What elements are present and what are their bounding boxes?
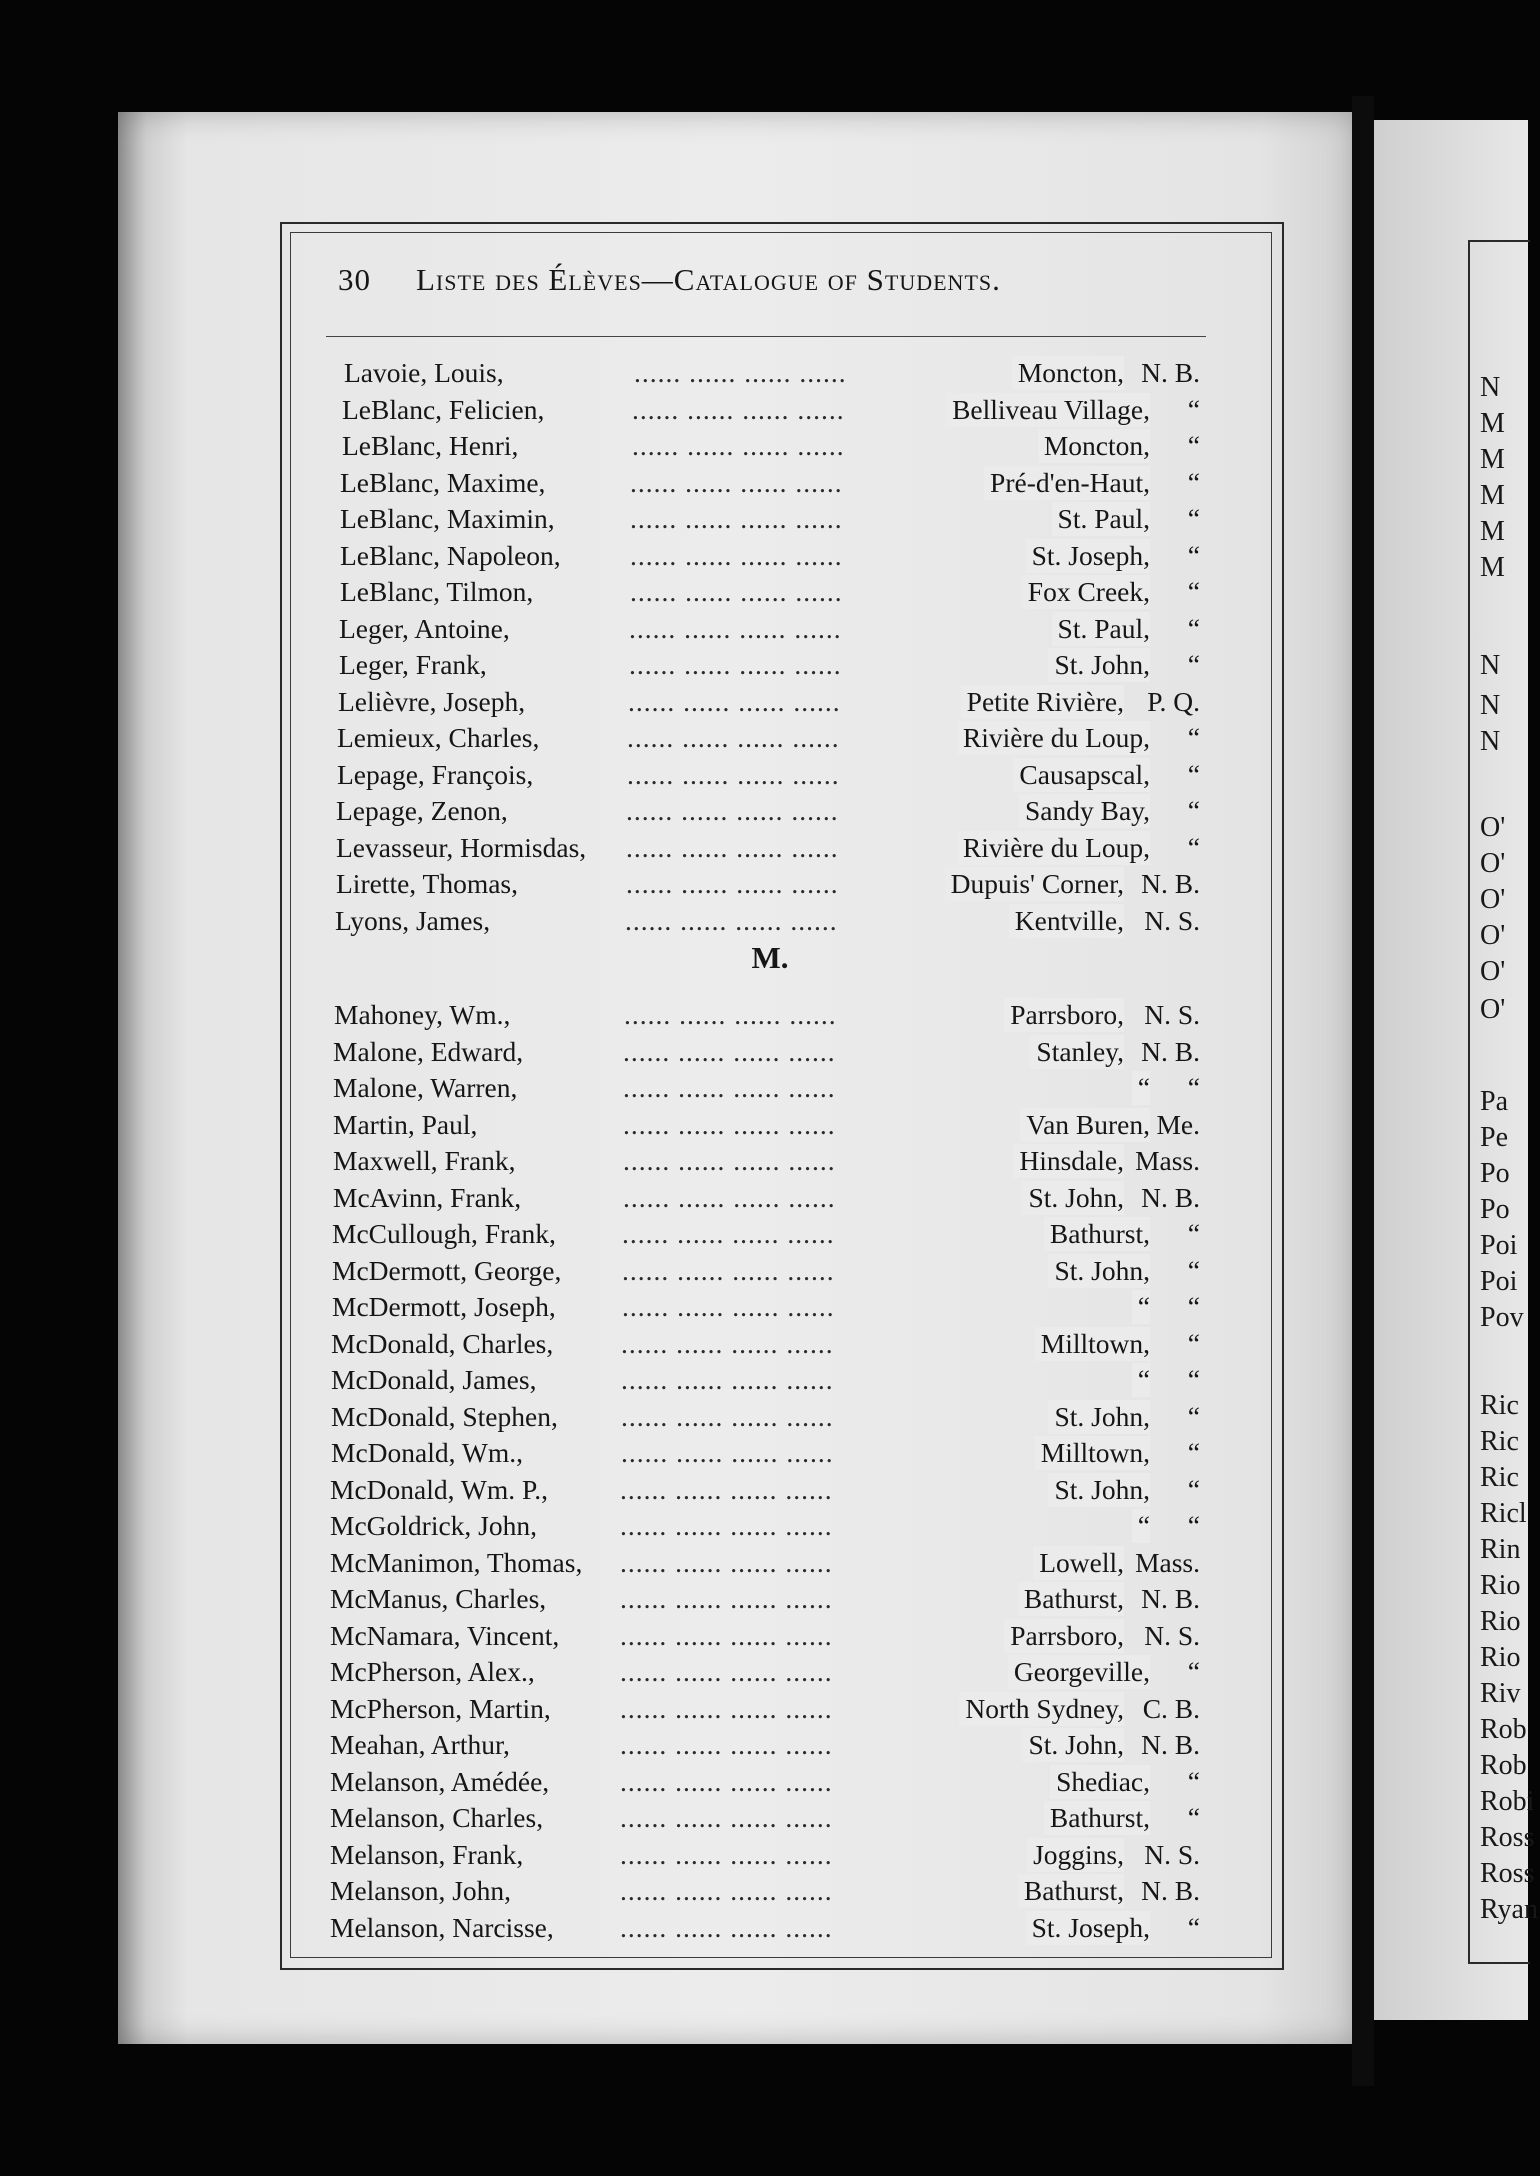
list-item [339,612,1200,646]
facing-page-text: Poi [1480,1266,1518,1297]
facing-page-text: Rio [1480,1642,1521,1673]
province: N. B. [1141,1583,1200,1614]
leader-dots: ...... ...... ...... ...... [628,685,841,717]
facing-page-text: Robi [1480,1786,1535,1817]
list-item [338,685,1200,719]
province: N. B. [1141,868,1200,899]
province: “ [1187,393,1200,425]
list-item [330,1582,1200,1616]
hometown: Causapscal, [1013,758,1150,792]
province: N. B. [1141,1875,1200,1906]
province: “ [1187,1802,1200,1833]
facing-page-text: Rio [1480,1570,1521,1601]
facing-page-text: Ross [1480,1822,1535,1853]
hometown: Fox Creek, [1022,575,1150,609]
list-item [332,1217,1200,1251]
hometown: St. Paul, [1052,502,1150,536]
student-name: Lemieux, Charles, [337,722,540,753]
student-name: McDonald, Charles, [331,1327,554,1359]
leader-dots: ...... ...... ...... ...... [620,1692,833,1724]
leader-dots: ...... ...... ...... ...... [622,1291,835,1322]
hometown: St. John, [1048,648,1150,682]
facing-page-text: Rin [1480,1534,1521,1565]
leader-dots: ...... ...... ...... ...... [622,1218,835,1249]
province: “ [1187,1400,1200,1432]
hometown: St. John, [1048,1400,1150,1434]
list-item [339,648,1200,682]
leader-dots: ...... ...... ...... ...... [625,904,838,936]
list-item [333,1181,1200,1215]
list-item [330,1874,1200,1908]
student-name: McDonald, Wm. P., [330,1473,548,1505]
hometown: St. John, [1022,1728,1124,1762]
province: Mass. [1135,1546,1200,1578]
province: “ [1187,1911,1200,1943]
student-name: McDonald, Stephen, [331,1400,558,1432]
list-item [336,867,1200,901]
list-item [340,466,1200,500]
leader-dots: ...... ...... ...... ...... [626,868,839,899]
list-item [330,1765,1200,1799]
province: P. Q. [1147,685,1200,717]
student-name: Lepage, Zenon, [336,795,508,826]
hometown: Rivière du Loup, [957,721,1150,755]
province: “ [1187,722,1200,753]
leader-dots: ...... ...... ...... ...... [624,999,837,1030]
facing-page-text: N [1480,650,1501,681]
student-name: McPherson, Alex., [330,1656,535,1687]
province: “ [1187,1291,1200,1322]
leader-dots: ...... ...... ...... ...... [620,1546,833,1578]
list-item [330,1728,1200,1762]
list-item [331,1363,1200,1397]
hometown: Shediac, [1050,1765,1150,1799]
hometown: Moncton, [1012,356,1124,390]
list-item [330,1655,1200,1689]
student-name: Meahan, Arthur, [330,1729,510,1760]
province: C. B. [1142,1692,1200,1724]
facing-page-text: Rob [1480,1714,1527,1745]
leader-dots: ...... ...... ...... ...... [630,539,843,571]
leader-dots: ...... ...... ...... ...... [623,1035,836,1067]
list-item [333,1071,1200,1105]
province: N. B. [1141,1729,1200,1760]
leader-dots: ...... ...... ...... ...... [630,576,843,607]
facing-page-text: Riv [1480,1678,1521,1709]
leader-dots: ...... ...... ...... ...... [623,1145,836,1176]
list-item [337,721,1200,755]
leader-dots: ...... ...... ...... ...... [623,1072,836,1103]
student-name: Melanson, Amédée, [330,1765,550,1797]
leader-dots: ...... ...... ...... ...... [620,1765,833,1797]
student-name: Melanson, John, [330,1875,512,1906]
hometown: Parrsboro, [1004,1619,1124,1653]
hometown: Bathurst, [1018,1582,1124,1616]
province: N. S. [1144,999,1200,1030]
leader-dots: ...... ...... ...... ...... [620,1875,833,1906]
running-title: Liste des Élèves—Catalogue of Students. [416,262,1001,297]
facing-page-text: O' [1480,848,1506,879]
leader-dots: ...... ...... ...... ...... [630,503,843,534]
student-name: McPherson, Martin, [330,1692,551,1724]
student-name: McDermott, George, [332,1254,562,1286]
list-item [336,831,1200,865]
facing-page-text: O' [1480,994,1506,1025]
student-name: McDonald, James, [331,1364,537,1395]
province: “ [1187,612,1200,644]
province: “ [1187,649,1200,680]
leader-dots: ...... ...... ...... ...... [620,1473,833,1505]
facing-page-text: Po [1480,1194,1510,1225]
leader-dots: ...... ...... ...... ...... [620,1656,833,1687]
hometown: North Sydney, [959,1692,1124,1726]
facing-page-text: Ric [1480,1390,1519,1421]
hometown: “ [1132,1290,1150,1324]
hometown: “ [1132,1071,1150,1105]
list-item [330,1473,1200,1507]
leader-dots: ...... ...... ...... ...... [621,1400,834,1432]
leader-dots: ...... ...... ...... ...... [632,393,845,425]
facing-page-text: Ric [1480,1426,1519,1457]
leader-dots: ...... ...... ...... ...... [632,430,845,461]
hometown: Dupuis' Corner, [945,867,1124,901]
province: “ [1187,503,1200,534]
list-item [330,1911,1200,1945]
facing-page-text: Poi [1480,1230,1518,1261]
province: “ [1187,1254,1200,1286]
facing-page-text: O' [1480,884,1506,915]
hometown: St. Paul, [1052,612,1150,646]
facing-page-text: Ric [1480,1462,1519,1493]
student-name: Mahoney, Wm., [334,999,511,1030]
student-name: McNamara, Vincent, [330,1619,560,1651]
student-name: McManimon, Thomas, [330,1546,583,1578]
hometown: “ [1132,1509,1150,1543]
list-item [330,1692,1200,1726]
hometown: Rivière du Loup, [957,831,1150,865]
student-name: Melanson, Charles, [330,1802,544,1833]
facing-page-text: M [1480,552,1505,583]
student-name: Lavoie, Louis, [344,357,504,388]
leader-dots: ...... ...... ...... ...... [623,1108,836,1140]
list-item [333,1108,1200,1142]
list-item [335,904,1200,938]
student-name: McCullough, Frank, [332,1218,556,1249]
student-name: LeBlanc, Maxime, [340,466,546,498]
province: “ [1187,1656,1200,1687]
list-item [340,502,1200,536]
student-name: Maxwell, Frank, [333,1145,516,1176]
leader-dots: ...... ...... ...... ...... [621,1327,834,1359]
student-name: Malone, Edward, [333,1035,524,1067]
student-name: McAvinn, Frank, [333,1181,522,1213]
hometown: Pré-d'en-Haut, [984,466,1150,500]
hometown: St. John, [1048,1473,1150,1507]
facing-page-text: M [1480,408,1505,439]
list-item [340,539,1200,573]
hometown: “ [1132,1363,1150,1397]
list-item [330,1509,1200,1543]
facing-page-text: M [1480,480,1505,511]
hometown: Belliveau Village, [946,393,1150,427]
student-name: McManus, Charles, [330,1583,547,1614]
list-item [337,758,1200,792]
leader-dots: ...... ...... ...... ...... [620,1838,833,1870]
province: “ [1187,1473,1200,1505]
leader-dots: ...... ...... ...... ...... [620,1619,833,1651]
facing-page-text: Pov [1480,1302,1524,1333]
province: “ [1187,1218,1200,1249]
section-letter: M. [751,940,789,975]
student-name: Lyons, James, [335,904,491,936]
list-item [331,1327,1200,1361]
facing-page-text: O' [1480,956,1506,987]
province: N. B. [1141,1035,1200,1067]
hometown: Stanley, [1030,1035,1124,1069]
hometown: Milltown, [1035,1327,1150,1361]
hometown: Joggins, [1027,1838,1124,1872]
facing-page-text: Ricl [1480,1498,1527,1529]
leader-dots: ...... ...... ...... ...... [629,649,842,680]
leader-dots: ...... ...... ...... ...... [623,1181,836,1213]
facing-page-text: N [1480,690,1501,721]
student-name: McDermott, Joseph, [332,1291,556,1322]
student-name: Lirette, Thomas, [336,868,519,899]
list-item [330,1619,1200,1653]
province: “ [1187,539,1200,571]
leader-dots: ...... ...... ...... ...... [621,1364,834,1395]
facing-page-text: Rio [1480,1606,1521,1637]
province: “ [1187,1327,1200,1359]
province: N. B. [1141,357,1200,388]
province: “ [1187,430,1200,461]
province: “ [1187,1437,1200,1468]
province: N. B. [1141,1181,1200,1213]
facing-page-text: Rob [1480,1750,1527,1781]
province: “ [1187,1765,1200,1797]
list-item [333,1144,1200,1178]
province: “ [1187,795,1200,826]
leader-dots: ...... ...... ...... ...... [620,1583,833,1614]
hometown: Hinsdale, [1013,1144,1124,1178]
student-name: McDonald, Wm., [331,1437,523,1468]
list-item [331,1436,1200,1470]
student-name: LeBlanc, Felicien, [342,393,545,425]
hometown: Milltown, [1035,1436,1150,1470]
province: “ [1187,466,1200,498]
hometown: St. Joseph, [1026,1911,1150,1945]
province: “ [1187,758,1200,790]
facing-page-text: N [1480,372,1501,403]
hometown: Kentville, [1009,904,1124,938]
list-item [340,575,1200,609]
leader-dots: ...... ...... ...... ...... [626,795,839,826]
list-item [333,1035,1200,1069]
leader-dots: ...... ...... ...... ...... [630,466,843,498]
province: “ [1187,1364,1200,1395]
student-name: Leger, Antoine, [339,612,510,644]
student-name: Lepage, François, [337,758,534,790]
hometown: Parrsboro, [1004,998,1124,1032]
leader-dots: ...... ...... ...... ...... [620,1911,833,1943]
leader-dots: ...... ...... ...... ...... [621,1437,834,1468]
leader-dots: ...... ...... ...... ...... [620,1729,833,1760]
student-name: Levasseur, Hormisdas, [336,831,587,863]
facing-page-text: M [1480,444,1505,475]
leader-dots: ...... ...... ...... ...... [626,831,839,863]
facing-page-text: Pe [1480,1122,1508,1153]
student-name: Melanson, Narcisse, [330,1911,554,1943]
hometown: Lowell, [1033,1546,1124,1580]
list-item [330,1546,1200,1580]
student-name: Leger, Frank, [339,649,487,680]
page-number: 30 [338,262,371,297]
hometown: Bathurst, [1044,1801,1150,1835]
list-item [342,393,1200,427]
leader-dots: ...... ...... ...... ...... [620,1510,833,1541]
hometown: Georgeville, [1008,1655,1150,1689]
province: Me. [1156,1108,1200,1140]
facing-page-text: M [1480,516,1505,547]
list-item [336,794,1200,828]
student-name: Lelièvre, Joseph, [338,685,526,717]
list-item [334,998,1200,1032]
list-item [332,1290,1200,1324]
list-item [344,356,1200,390]
facing-page-text: O' [1480,812,1506,843]
hometown: Bathurst, [1018,1874,1124,1908]
hometown: Bathurst, [1044,1217,1150,1251]
province: “ [1187,1510,1200,1541]
list-item [342,429,1200,463]
list-item [330,1838,1200,1872]
leader-dots: ...... ...... ...... ...... [629,612,842,644]
leader-dots: ...... ...... ...... ...... [622,1254,835,1286]
student-name: McGoldrick, John, [330,1510,537,1541]
facing-page-text: N [1480,726,1501,757]
leader-dots: ...... ...... ...... ...... [627,758,840,790]
leader-dots: ...... ...... ...... ...... [634,357,847,388]
list-item [331,1400,1200,1434]
student-name: Melanson, Frank, [330,1838,524,1870]
student-name: Malone, Warren, [333,1072,518,1103]
province: “ [1187,1072,1200,1103]
facing-page-text: O' [1480,920,1506,951]
hometown: Van Buren, [1020,1108,1150,1142]
province: Mass. [1135,1145,1200,1176]
student-name: Martin, Paul, [333,1108,478,1140]
hometown: Petite Rivière, [961,685,1124,719]
leader-dots: ...... ...... ...... ...... [627,722,840,753]
hometown: St. Joseph, [1026,539,1150,573]
hometown: Moncton, [1038,429,1150,463]
facing-page-text: Po [1480,1158,1510,1189]
facing-page-text: Ross [1480,1858,1535,1889]
facing-page-text: Ryan [1480,1894,1538,1925]
list-item [332,1254,1200,1288]
province: “ [1187,831,1200,863]
province: “ [1187,576,1200,607]
student-name: LeBlanc, Maximin, [340,503,555,534]
hometown: St. John, [1022,1181,1124,1215]
hometown: St. John, [1048,1254,1150,1288]
province: N. S. [1144,1619,1200,1651]
facing-page-text: Pa [1480,1086,1508,1117]
student-name: LeBlanc, Tilmon, [340,576,534,607]
province: N. S. [1144,1838,1200,1870]
student-name: LeBlanc, Napoleon, [340,539,561,571]
list-item [330,1801,1200,1835]
leader-dots: ...... ...... ...... ...... [620,1802,833,1833]
student-name: LeBlanc, Henri, [342,430,519,461]
hometown: Sandy Bay, [1019,794,1150,828]
province: N. S. [1144,904,1200,936]
